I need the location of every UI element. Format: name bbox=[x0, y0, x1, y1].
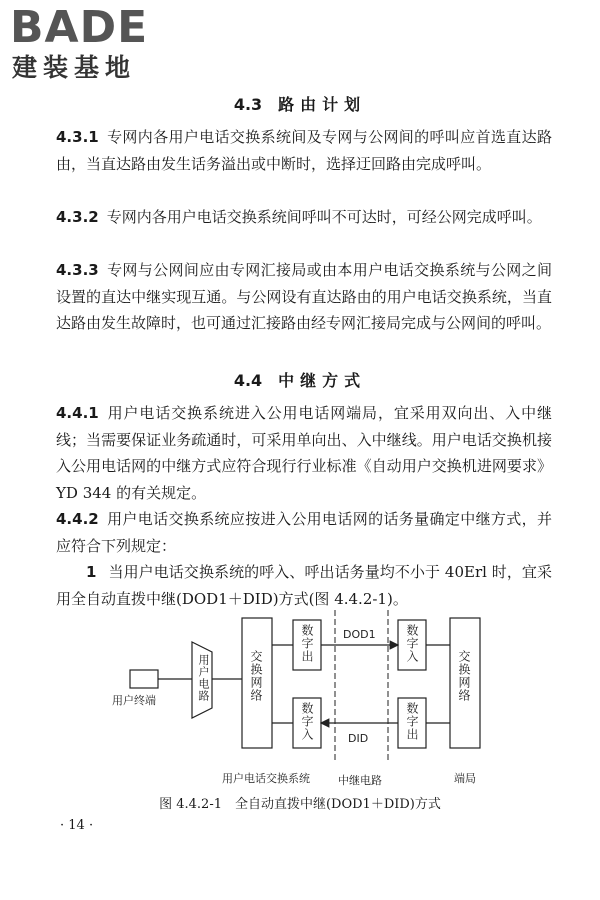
figure-caption: 图 4.4.2-1 全自动直拨中继(DOD1＋DID)方式 bbox=[159, 797, 441, 812]
user-terminal-box bbox=[130, 670, 158, 688]
digit-in-label-right: 数字入 bbox=[405, 624, 419, 663]
section-title: 路由计划 bbox=[278, 95, 367, 114]
clause-4-4-2 bbox=[56, 506, 552, 559]
digit-in-label-left: 数字入 bbox=[300, 702, 314, 741]
section-heading-4-4 bbox=[0, 368, 600, 391]
section-number: 4.3 bbox=[233, 95, 263, 114]
trunk-label: 中继电路 bbox=[338, 774, 382, 787]
section-heading-4-3 bbox=[0, 92, 600, 115]
right-switch-label: 交换网络 bbox=[457, 650, 471, 702]
user-circuit-label: 用户电路 bbox=[197, 654, 210, 702]
left-switch-label: 交换网络 bbox=[249, 650, 263, 702]
digit-out-label-right: 数字出 bbox=[405, 702, 419, 741]
clause-number: 4.4.2 bbox=[56, 510, 99, 528]
clause-text: 用户电话交换系统进入公用电话网端局，宜采用双向出、入中继线；当需要保证业务疏通时，可采用单向出、入中继线。用户电话交换机接入公用电话网的中继方式应符合现行行业标准《自动用户交换机进网要求》YD 344 的有关规定。 bbox=[56, 404, 552, 502]
clause-text: 用户电话交换系统应按进入公用电话网的话务量确定中继方式，并应符合下列规定： bbox=[56, 510, 552, 555]
item-text: 当用户电话交换系统的呼入、呼出话务量均不小于 40Erl 时，宜采用全自动直拨中继(DOD1＋DID)方式(图 4.4.2-1)。 bbox=[56, 563, 552, 608]
item-number: 1 bbox=[86, 563, 97, 581]
logo-brand: BADE bbox=[10, 2, 149, 53]
clause-4-3-2 bbox=[56, 204, 552, 231]
logo-subtitle: 建装基地 bbox=[12, 53, 137, 82]
clause-4-3-1 bbox=[56, 124, 552, 177]
clause-text: 专网与公网间应由专网汇接局或由本用户电话交换系统与公网之间设置的直达中继实现互通。与公网设有直达路由的用户电话交换系统，当直达路由发生故障时，也可通过汇接路由经专网汇接局完成与公网间的呼叫。 bbox=[56, 261, 552, 332]
bade-logo bbox=[10, 4, 180, 84]
end-office-label: 端局 bbox=[454, 772, 476, 785]
pbx-label: 用户电话交换系统 bbox=[222, 772, 310, 785]
clause-number: 4.3.3 bbox=[56, 261, 99, 279]
user-terminal-label: 用户终端 bbox=[112, 694, 156, 707]
digit-out-label: 数字出 bbox=[300, 624, 314, 663]
section-title: 中继方式 bbox=[278, 371, 367, 390]
did-label: DID bbox=[348, 732, 369, 745]
clause-4-4-2-item-1 bbox=[56, 559, 552, 612]
dod1-label: DOD1 bbox=[343, 628, 376, 641]
page-number: · 14 · bbox=[60, 818, 94, 833]
clause-number: 4.4.1 bbox=[56, 404, 99, 422]
clause-number: 4.3.2 bbox=[56, 208, 99, 226]
clause-number: 4.3.1 bbox=[56, 128, 99, 146]
clause-4-3-3 bbox=[56, 257, 552, 337]
section-number: 4.4 bbox=[233, 371, 263, 390]
dod1-did-diagram bbox=[110, 610, 500, 790]
clause-4-4-1 bbox=[56, 400, 552, 506]
clause-text: 专网内各用户电话交换系统间及专网与公网间的呼叫应首选直达路由，当直达路由发生话务溢出或中断时，选择迂回路由完成呼叫。 bbox=[56, 128, 552, 173]
clause-text: 专网内各用户电话交换系统间呼叫不可达时，可经公网完成呼叫。 bbox=[106, 208, 542, 226]
